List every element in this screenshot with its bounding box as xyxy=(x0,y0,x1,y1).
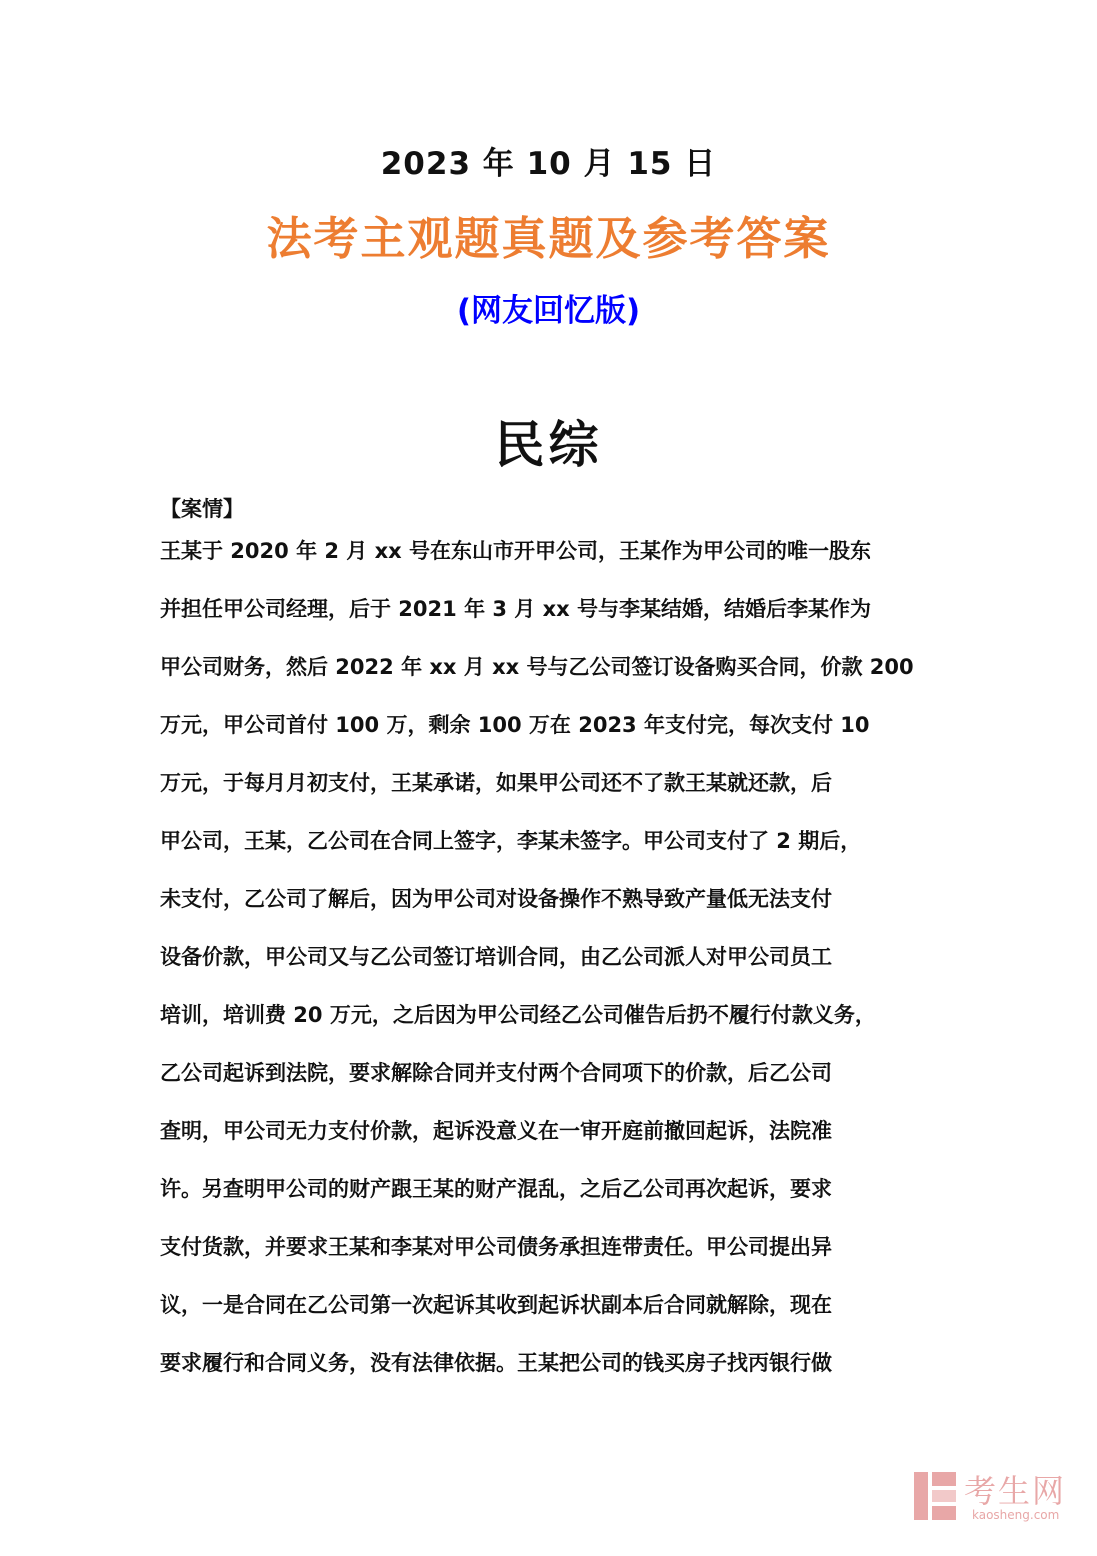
case-line: 并担任甲公司经理，后于 2021 年 3 月 xx 号与李某结婚，结婚后李某作为 xyxy=(160,597,872,621)
case-label: 【案情】 xyxy=(160,497,244,521)
document-date: 2023 年 10 月 15 日 xyxy=(380,146,717,182)
document-subtitle: (网友回忆版) xyxy=(456,293,641,329)
kaosheng-logo-icon xyxy=(912,1470,958,1522)
case-line: 万元，甲公司首付 100 万，剩余 100 万在 2023 年支付完，每次支付 10 xyxy=(160,713,870,737)
case-body xyxy=(0,535,1097,1435)
case-line: 甲公司，王某，乙公司在合同上签字，李某未签字。甲公司支付了 2 期后， xyxy=(160,829,862,853)
case-line: 支付货款，并要求王某和李某对甲公司债务承担连带责任。甲公司提出异 xyxy=(160,1235,832,1259)
case-line: 议，一是合同在乙公司第一次起诉其收到起诉状副本后合同就解除，现在 xyxy=(160,1293,832,1317)
case-line: 许。另查明甲公司的财产跟王某的财产混乱，之后乙公司再次起诉，要求 xyxy=(160,1177,832,1201)
case-line: 查明，甲公司无力支付价款，起诉没意义在一审开庭前撤回起诉，法院准 xyxy=(160,1119,832,1143)
case-line: 乙公司起诉到法院，要求解除合同并支付两个合同项下的价款，后乙公司 xyxy=(160,1061,832,1085)
case-line: 甲公司财务，然后 2022 年 xx 月 xx 号与乙公司签订设备购买合同，价款 200 xyxy=(160,655,914,679)
watermark-name: 考生网 xyxy=(964,1472,1067,1510)
case-line: 培训，培训费 20 万元，之后因为甲公司经乙公司催告后扔不履行付款义务， xyxy=(160,1003,876,1027)
case-line: 要求履行和合同义务，没有法律依据。王某把公司的钱买房子找丙银行做 xyxy=(160,1351,832,1375)
document-title: 法考主观题真题及参考答案 xyxy=(266,212,831,265)
section-title: 民综 xyxy=(494,416,603,474)
case-line: 万元，于每月月初支付，王某承诺，如果甲公司还不了款王某就还款，后 xyxy=(160,771,832,795)
case-line: 王某于 2020 年 2 月 xx 号在东山市开甲公司，王某作为甲公司的唯一股东 xyxy=(160,539,872,563)
case-line: 未支付，乙公司了解后，因为甲公司对设备操作不熟导致产量低无法支付 xyxy=(160,887,832,911)
case-line: 设备价款，甲公司又与乙公司签订培训合同，由乙公司派人对甲公司员工 xyxy=(160,945,832,969)
watermark xyxy=(912,1462,1082,1532)
watermark-domain: kaosheng.com xyxy=(972,1508,1060,1522)
